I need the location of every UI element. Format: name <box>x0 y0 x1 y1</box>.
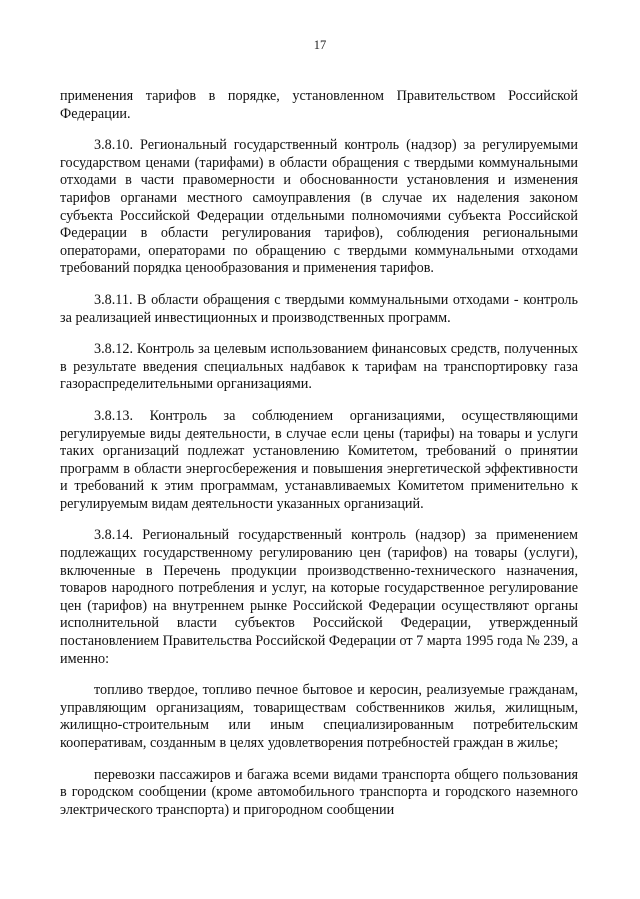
paragraph-continuation: применения тарифов в порядке, установленном Правительством Российской Федерации. <box>60 88 578 122</box>
paragraph-3-8-14: 3.8.14. Региональный государственный контроль (надзор) за применением подлежащих государственному регулированию цен (тарифов) на товары (услуги), включенные в Перечень продукции производственно-технического назначения, товаров народного потребления и услуг, на которые государственное регулирование цен (тарифов) на внутреннем рынке Российской Федерации осуществляют органы исполнительной власти субъектов Российской Федерации, утвержденный постановлением Правительства Российской Федерации от 7 марта 1995 года № 239, а именно: <box>60 527 578 667</box>
paragraph-3-8-13: 3.8.13. Контроль за соблюдением организациями, осуществляющими регулируемые виды деятельности, в случае если цены (тарифы) на товары и услуги таких организаций подлежат установлению Комитетом, требований о принятии программ в области энергосбережения и повышения энергетической эффективности и требований к этим программам, устанавливаемых Комитетом применительно к регулируемым видам деятельности указанных организаций. <box>60 407 578 512</box>
page-number: 17 <box>313 38 327 52</box>
body-text <box>60 88 578 833</box>
paragraph-3-8-11: 3.8.11. В области обращения с твердыми коммунальными отходами - контроль за реализацией инвестиционных и производственных программ. <box>60 291 578 326</box>
paragraph-3-8-10: 3.8.10. Региональный государственный контроль (надзор) за регулируемыми государством ценами (тарифами) в области обращения с твердыми коммунальными отходами в части правомерности и обоснованности установления и изменения тарифов органами местного самоуправления (в случае их наделения законом субъекта Российской Федерации отдельными полномочиями субъекта Российской Федерации в области регулирования тарифов), соблюдения региональными операторами, операторами по обращению с твердыми коммунальными отходами требований порядка ценообразования и применения тарифов. <box>60 137 578 277</box>
list-item-fuel: топливо твердое, топливо печное бытовое и керосин, реализуемые гражданам, управляющим организациям, товариществам собственников жилья, жилищным, жилищно-строительным или иным специализированным потребительским кооперативам, созданным в целях удовлетворения потребностей граждан в жилье; <box>60 682 578 751</box>
paragraph-3-8-12: 3.8.12. Контроль за целевым использованием финансовых средств, полученных в результате введения специальных надбавок к тарифам на транспортировку газа газораспределительными организациями. <box>60 341 578 393</box>
list-item-transport: перевозки пассажиров и багажа всеми видами транспорта общего пользования в городском сообщении (кроме автомобильного транспорта и городского наземного электрического транспорта) и пригородном сообщении <box>60 766 578 818</box>
